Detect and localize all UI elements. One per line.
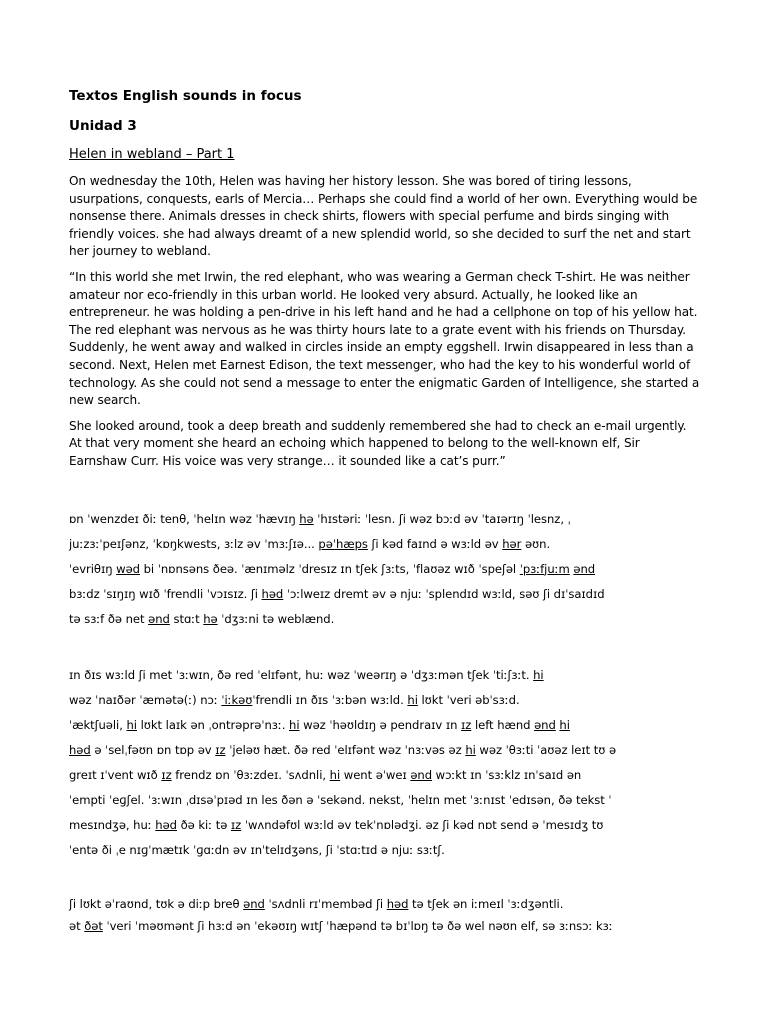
ipa-line [69, 838, 701, 863]
ipa-underlined-segment: ənd [410, 767, 433, 782]
ipa-underlined-segment: ɪz [215, 742, 226, 757]
ipa-segment: ˈɔːlweɪz dremt əv ə njuː ˈsplendɪd wɜːld, səʊ ʃi dɪˈsaɪdɪd [283, 586, 605, 601]
ipa-line [69, 738, 701, 763]
ipa-transcription-block-3 [69, 893, 701, 937]
ipa-segment: juːzɜːˈpeɪʃənz, ˈkɒŋkwests, ɜːlz əv ˈmɜːʃɪə... [69, 536, 319, 551]
ipa-segment: bi ˈnɒnsəns ðeə. ˈænɪməlz ˈdresɪz ɪn tʃek ʃɜːts, ˈflaʊəz wɪð ˈspeʃəl [139, 561, 520, 576]
ipa-segment: ˈæktʃuəli, [69, 717, 127, 732]
ipa-line [69, 582, 701, 607]
ipa-segment: wəz ˈnaɪðər ˈæmətə(ː) nɔː [69, 692, 222, 707]
unit-heading: Unidad 3 [69, 118, 137, 134]
ipa-underlined-segment: həd [386, 896, 409, 911]
ipa-transcription-block-1 [69, 507, 701, 632]
ipa-segment: lʊkt ˈveri əbˈsɜːd. [417, 692, 520, 707]
ipa-segment: ˈempti ˈeɡʃel. ˈɜːwɪn ˌdɪsəˈpɪəd ɪn les ðən ə ˈsekənd. nekst, ˈhelɪn met ˈɜːnɪst ˈedɪsən, ðə tekst ˈ [69, 792, 612, 807]
document-content [69, 86, 701, 937]
ipa-segment: ˈwʌndəfʊl wɜːld əv tekˈnɒlədʒi. əz ʃi kəd nɒt send ə ˈmesɪdʒ tʊ [241, 817, 604, 832]
ipa-segment: ət [69, 918, 85, 933]
ipa-segment: ɪn ðɪs wɜːld ʃi met ˈɜːwɪn, ðə red ˈelɪfənt, huː wəz ˈweərɪŋ ə ˈdʒɜːmən tʃek ˈtiːʃɜːt. [69, 667, 534, 682]
ipa-segment: stɑːt [169, 611, 204, 626]
ipa-segment: ˈdʒɜːni tə weblænd. [217, 611, 335, 626]
ipa-underlined-segment: ənd [243, 896, 265, 911]
ipa-segment: ˈentə ði ˌe nɪɡˈmætɪk ˈɡɑːdn əv ɪnˈtelɪdʒəns, ʃi ˈstɑːtɪd ə njuː sɜːtʃ. [69, 842, 445, 857]
ipa-segment: lʊkt laɪk ən ˌontrəprəˈnɜː. [136, 717, 290, 732]
ipa-line [69, 763, 701, 788]
ipa-underlined-segment: ənd [573, 561, 596, 576]
ipa-segment: ˈevriθɪŋ [69, 561, 117, 576]
ipa-underlined-segment: ɪz [461, 717, 472, 732]
ipa-segment: ˈveri ˈməʊmənt ʃi hɜːd ən ˈekəʊɪŋ wɪtʃ ˈhæpənd tə bɪˈlɒŋ tə ðə wel nəʊn elf, sə ɜːnsɔː kɜː [102, 918, 613, 933]
ipa-line [69, 788, 701, 813]
ipa-segment: ˈsʌdnli rɪˈmembəd ʃi [264, 896, 387, 911]
ipa-line [69, 893, 701, 915]
ipa-line [69, 688, 701, 713]
ipa-segment: went əˈweɪ [340, 767, 411, 782]
ipa-segment: ˈjeləʊ hæt. ðə red ˈelɪfənt wəz ˈnɜːvəs əz [225, 742, 466, 757]
ipa-underlined-segment: hi [465, 742, 476, 757]
ipa-underlined-segment: hi [559, 717, 570, 732]
ipa-underlined-segment: həd [261, 586, 284, 601]
paragraph-1: On wednesday the 10th, Helen was having her history lesson. She was bored of tiring lessons, usurpations, conquests, earls of Mercia… Perhaps she could find a world of her own. Everything would be nonsense there. Animals dresses in check shirts, flowers with special perfume and birds singing with friendly voices. she had always dreamt of a new splendid world, so she decided to surf the net and start her journey to webland. [69, 174, 698, 259]
story-subtitle: Helen in webland – Part 1 [69, 147, 235, 162]
ipa-segment: wəz ˈθɜːti ˈaʊəz leɪt tʊ ə [475, 742, 617, 757]
ipa-underlined-segment: ˈpɜːfjuːm [519, 561, 570, 576]
ipa-segment: ˈfrendli ɪn ðɪs ˈɜːbən wɜːld. [252, 692, 408, 707]
ipa-segment: mesɪndʒə, huː [69, 817, 156, 832]
ipa-segment: greɪt ɪˈvent wɪð [69, 767, 162, 782]
ipa-underlined-segment: ənd [148, 611, 170, 626]
ipa-segment: ðə kiː tə [176, 817, 231, 832]
ipa-segment: ɒn ˈwenzdeɪ ðiː tenθ, ˈhelɪn wəz ˈhævɪŋ [69, 511, 300, 526]
ipa-segment: bɜːdz ˈsɪŋɪŋ wɪð ˈfrendli ˈvɔɪsɪz. ʃi [69, 586, 262, 601]
ipa-segment: ˈhɪstəriː ˈlesn. ʃi wəz bɔːd əv ˈtaɪərɪŋ ˈlesnz, ˌ [313, 511, 571, 526]
ipa-segment: ə ˈselˌfəʊn ɒn tɒp əv [90, 742, 216, 757]
ipa-underlined-segment: pəˈhæps [318, 536, 368, 551]
ipa-underlined-segment: həd [155, 817, 177, 832]
ipa-segment: tə tʃek ən iːmeɪl ˈɜːdʒəntli. [408, 896, 564, 911]
ipa-line [69, 713, 701, 738]
ipa-transcription-block-2 [69, 663, 701, 863]
ipa-line [69, 557, 701, 582]
ipa-underlined-segment: hi [407, 692, 418, 707]
ipa-segment: wɔːkt ɪn ˈsɜːklz ɪnˈsaɪd ən [432, 767, 582, 782]
ipa-underlined-segment: ɪz [230, 817, 242, 832]
ipa-segment: ʃi lʊkt əˈraʊnd, tʊk ə diːp breθ [69, 896, 244, 911]
ipa-segment: left hænd [471, 717, 535, 732]
ipa-line [69, 532, 701, 557]
ipa-line [69, 607, 701, 632]
ipa-underlined-segment: hi [126, 717, 137, 732]
ipa-line [69, 663, 701, 688]
document-title: Textos English sounds in focus [69, 88, 302, 104]
paragraph-2: “In this world she met Irwin, the red elephant, who was wearing a German check T-shirt. He was neither amateur nor eco-friendly in this urban world. He looked very absurd. Actually, he looked like an entrepreneur. he was holding a pen-drive in his left hand and he had a cellphone on top of his yellow hat. The red elephant was nervous as he was thirty hours late to a grate event with his friends on Thursday. Suddenly, he went away and walked in circles inside an empty eggshell. Irwin disappeared in less than a second. Next, Helen met Earnest Edison, the text messenger, who had the key to his wonderful world of technology. As she could not send a message to enter the enigmatic Garden of Intelligence, she started a new search. [69, 269, 700, 408]
ipa-underlined-segment: ðət [84, 918, 103, 933]
ipa-underlined-segment: hər [502, 536, 522, 551]
ipa-line [69, 813, 701, 838]
ipa-underlined-segment: hi [329, 767, 341, 782]
ipa-line [69, 915, 701, 937]
ipa-underlined-segment: hi [533, 667, 544, 682]
ipa-segment: əʊn. [521, 536, 551, 551]
ipa-line [69, 507, 701, 532]
ipa-segment: ʃi kəd faɪnd ə wɜːld əv [367, 536, 503, 551]
ipa-segment: tə sɜːf ðə net [69, 611, 149, 626]
ipa-underlined-segment: hə [203, 611, 218, 626]
ipa-underlined-segment: həd [69, 742, 91, 757]
ipa-segment: frendz ɒn ˈθɜːzdeɪ. ˈsʌdnli, [171, 767, 330, 782]
paragraph-3: She looked around, took a deep breath and suddenly remembered she had to check an e-mail urgently. At that very moment she heard an echoing which happened to belong to the well-known elf, Sir Earnshaw Curr. His voice was very strange… it sounded like a cat’s purr.” [69, 418, 687, 468]
ipa-underlined-segment: hi [289, 717, 300, 732]
ipa-underlined-segment: ˈiːkəʊ [221, 692, 253, 707]
ipa-underlined-segment: ɪz [161, 767, 172, 782]
ipa-underlined-segment: ənd [534, 717, 556, 732]
ipa-underlined-segment: wəd [116, 561, 140, 576]
ipa-underlined-segment: hə [299, 511, 314, 526]
ipa-segment: wəz ˈhəʊldɪŋ ə pendraɪv ɪn [299, 717, 462, 732]
